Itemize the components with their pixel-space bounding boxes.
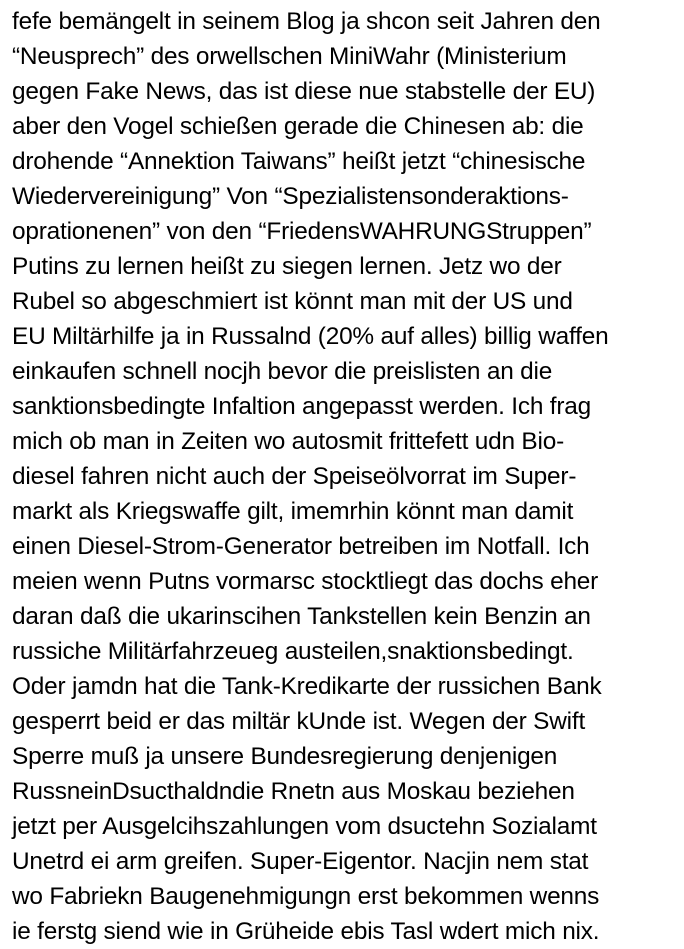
text-line: Rubel so abgeschmiert ist könnt man mit der US und: [12, 288, 573, 315]
text-line: drohende “Annektion Taiwans” heißt jetzt “chinesische: [12, 148, 586, 175]
text-line: einkaufen schnell nocjh bevor die preislisten an die: [12, 358, 553, 385]
text-line: mich ob man in Zeiten wo autosmit frittefett udn Bio-: [12, 428, 564, 455]
text-line: Oder jamdn hat die Tank-Kredikarte der russichen Bank: [12, 673, 602, 700]
text-line: Wiedervereinigung” Von “Spezialistensonderaktions-: [12, 183, 569, 210]
text-line: markt als Kriegswaffe gilt, imemrhin könnt man damit: [12, 498, 574, 525]
text-line: daran daß die ukarinscihen Tankstellen kein Benzin an: [12, 603, 591, 630]
text-line: Sperre muß ja unsere Bundesregierung denjenigen: [12, 743, 558, 770]
text-line: gegen Fake News, das ist diese nue stabstelle der EU): [12, 78, 596, 105]
text-line: russiche Militärfahrzeueg austeilen,snaktionsbedingt.: [12, 638, 574, 665]
text-line: Putins zu lernen heißt zu siegen lernen. Jetz wo der: [12, 253, 562, 280]
text-line: gesperrt beid er das miltär kUnde ist. Wegen der Swift: [12, 708, 586, 735]
text-line: sanktionsbedingte Infaltion angepasst werden. Ich frag: [12, 393, 592, 420]
text-line: jetzt per Ausgelcihszahlungen vom dsuctehn Sozialamt: [12, 813, 597, 840]
text-line: EU Miltärhilfe ja in Russalnd (20% auf alles) billig waffen: [12, 323, 609, 350]
text-line: “Neusprech” des orwellschen MiniWahr (Ministerium: [12, 43, 567, 70]
text-line: Unetrd ei arm greifen. Super-Eigentor. Nacjin nem stat: [12, 848, 589, 875]
text-line: aber den Vogel schießen gerade die Chinesen ab: die: [12, 113, 584, 140]
text-line: wo Fabriekn Baugenehmigungn erst bekommen wenns: [12, 883, 600, 910]
text-line: diesel fahren nicht auch der Speiseölvorrat im Super-: [12, 463, 577, 490]
text-line: fefe bemängelt in seinem Blog ja shcon seit Jahren den: [12, 8, 601, 35]
text-line: oprationenen” von den “FriedensWAHRUNGStruppen”: [12, 218, 592, 245]
text-line: einen Diesel-Strom-Generator betreiben im Notfall. Ich: [12, 533, 590, 560]
body-text: [12, 4, 680, 949]
text-line: meien wenn Putns vormarsc stocktliegt das dochs eher: [12, 568, 599, 595]
text-line: RussneinDsucthaldndie Rnetn aus Moskau beziehen: [12, 778, 575, 805]
text-line: ie ferstg siend wie in Grüheide ebis Tasl wdert mich nix.: [12, 918, 600, 945]
